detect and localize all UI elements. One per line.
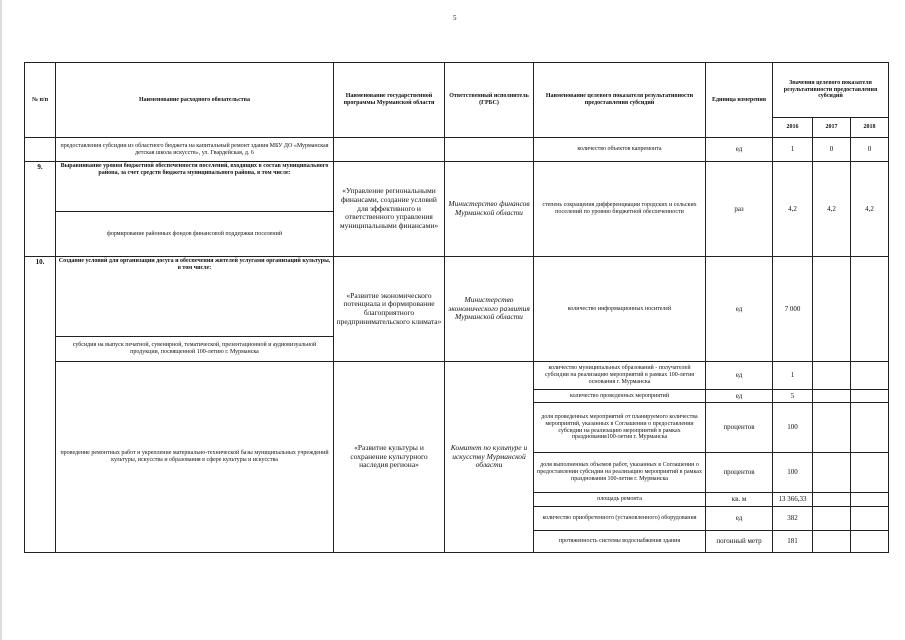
scan-edge xyxy=(0,0,2,640)
cell-unit: ед xyxy=(706,138,773,162)
header-year-2016: 2016 xyxy=(773,118,813,138)
header-num: № п/п xyxy=(25,63,56,138)
culture-indicator: количество муниципальных образований - получателей субсидии на реализацию мероприятий в рамках 100-летия основания г. Мурманска xyxy=(534,362,706,390)
row9-sub: формирование районных фондов финансовой поддержки поселений xyxy=(56,212,334,257)
header-row xyxy=(25,63,889,118)
row10-executor: Министерство экономического развития Мурманской области xyxy=(445,257,534,362)
cell-indicator: количество объектов капремонта xyxy=(534,138,706,162)
row10-2016: 7 000 xyxy=(773,257,813,362)
row10-unit: ед xyxy=(706,257,773,362)
row10-num: 10. xyxy=(25,257,56,553)
cell-2016: 1 xyxy=(773,138,813,162)
row9-num: 9. xyxy=(25,162,56,257)
header-unit: Единица измерения xyxy=(706,63,773,138)
row9-executor: Министерство финансов Мурманской области xyxy=(445,162,534,257)
culture-indicator: площадь ремонта xyxy=(534,493,706,507)
culture-2018 xyxy=(851,531,889,553)
culture-indicator: протяженность системы водоснабжения здания xyxy=(534,531,706,553)
culture-unit: процентов xyxy=(706,403,773,453)
culture-indicator: количество приобретенного (установленного) оборудования xyxy=(534,507,706,531)
row10-program: «Развитие экономического потенциала и формирование благоприятного предпринимательского климата» xyxy=(334,257,445,362)
culture-2016: 5 xyxy=(773,390,813,403)
culture-2017 xyxy=(813,453,851,493)
culture-obligation: проведение ремонтных работ и укрепление материально-технической базы муниципальных учреждений культуры, искусства и образования в сфере культуры и искусства xyxy=(56,362,334,553)
culture-unit: ед xyxy=(706,507,773,531)
culture-2017 xyxy=(813,531,851,553)
cell-2018: 0 xyxy=(851,138,889,162)
page-number: 5 xyxy=(453,14,457,22)
culture-2016: 181 xyxy=(773,531,813,553)
culture-2017 xyxy=(813,390,851,403)
culture-executor: Комитет по культуре и искусству Мурманской области xyxy=(445,362,534,553)
culture-unit: погонный метр xyxy=(706,531,773,553)
header-indicator: Наименование целевого показателя результативности предоставления субсидий xyxy=(534,63,706,138)
header-values-title: Значения целевого показателя результативности предоставления субсидий xyxy=(773,63,889,118)
row9-2017: 4,2 xyxy=(813,162,851,257)
row9-obligation: Выравнивание уровня бюджетной обеспеченности поселений, входящих в состав муниципального района, за счет средств бюджета муниципального района, в том числе: xyxy=(56,162,334,212)
table-row xyxy=(25,362,889,390)
culture-program: «Развитие культуры и сохранение культурного наследия региона» xyxy=(334,362,445,553)
row10-obligation: Создание условий для организации досуга и обеспечения жителей услугами организаций культуры, в том числе: xyxy=(56,257,334,337)
culture-2018 xyxy=(851,390,889,403)
culture-2017 xyxy=(813,493,851,507)
culture-2016: 100 xyxy=(773,453,813,493)
culture-unit: процентов xyxy=(706,453,773,493)
culture-2018 xyxy=(851,507,889,531)
header-obligation: Наименование расходного обязательства xyxy=(56,63,334,138)
header-program: Наименование государственной программы Мурманской области xyxy=(334,63,445,138)
culture-2016: 1 xyxy=(773,362,813,390)
header-executor: Ответственный исполнитель (ГРБС) xyxy=(445,63,534,138)
culture-2017 xyxy=(813,403,851,453)
culture-2018 xyxy=(851,493,889,507)
header-year-2018: 2018 xyxy=(851,118,889,138)
culture-2016: 382 xyxy=(773,507,813,531)
culture-unit: ед xyxy=(706,362,773,390)
culture-indicator: доля выполненных объемов работ, указанных в Соглашении о предоставлении субсидии на реализацию мероприятий в рамках празднования 100-летия г. Мурманска xyxy=(534,453,706,493)
culture-unit: кв. м xyxy=(706,493,773,507)
row10-indicator: количество информационных носителей xyxy=(534,257,706,362)
culture-2016: 13 366,33 xyxy=(773,493,813,507)
culture-2018 xyxy=(851,453,889,493)
table-row xyxy=(25,138,889,162)
cell-2017: 0 xyxy=(813,138,851,162)
row9-unit: раз xyxy=(706,162,773,257)
culture-indicator: доля проведенных мероприятий от планируемого количества мероприятий, указанных в Соглашении о предоставлении субсидии на реализацию мероприятий в рамках празднования100-летия г. Мурманска xyxy=(534,403,706,453)
culture-2017 xyxy=(813,362,851,390)
row9-indicator: степень сокращения дифференциации городских и сельских поселений по уровню бюджетной обеспеченности xyxy=(534,162,706,257)
cell-executor xyxy=(445,138,534,162)
row10-2018 xyxy=(851,257,889,362)
row9-program: «Управление региональными финансами, создание условий для эффективного и ответственного управления муниципальными финансами» xyxy=(334,162,445,257)
subsidy-table xyxy=(24,62,889,553)
table-row xyxy=(25,162,889,212)
row9-2018: 4,2 xyxy=(851,162,889,257)
cell-program xyxy=(334,138,445,162)
culture-2016: 100 xyxy=(773,403,813,453)
culture-indicator: количество проведенных мероприятий xyxy=(534,390,706,403)
row10-sub: субсидия на выпуск печатной, сувенирной, тематической, презентационной и аудиовизуальной продукции, посвященной 100-летию г. Мурманска xyxy=(56,337,334,362)
culture-2018 xyxy=(851,362,889,390)
culture-2018 xyxy=(851,403,889,453)
cell-obligation: предоставления субсидии из областного бюджета на капитальный ремонт здания МБУ ДО «Мурманская детская школа искусств», ул. Гвардейская, д. 6 xyxy=(56,138,334,162)
row10-2017 xyxy=(813,257,851,362)
header-year-2017: 2017 xyxy=(813,118,851,138)
culture-2017 xyxy=(813,507,851,531)
culture-unit: ед xyxy=(706,390,773,403)
row9-2016: 4,2 xyxy=(773,162,813,257)
table-row xyxy=(25,257,889,337)
cell-num xyxy=(25,138,56,162)
